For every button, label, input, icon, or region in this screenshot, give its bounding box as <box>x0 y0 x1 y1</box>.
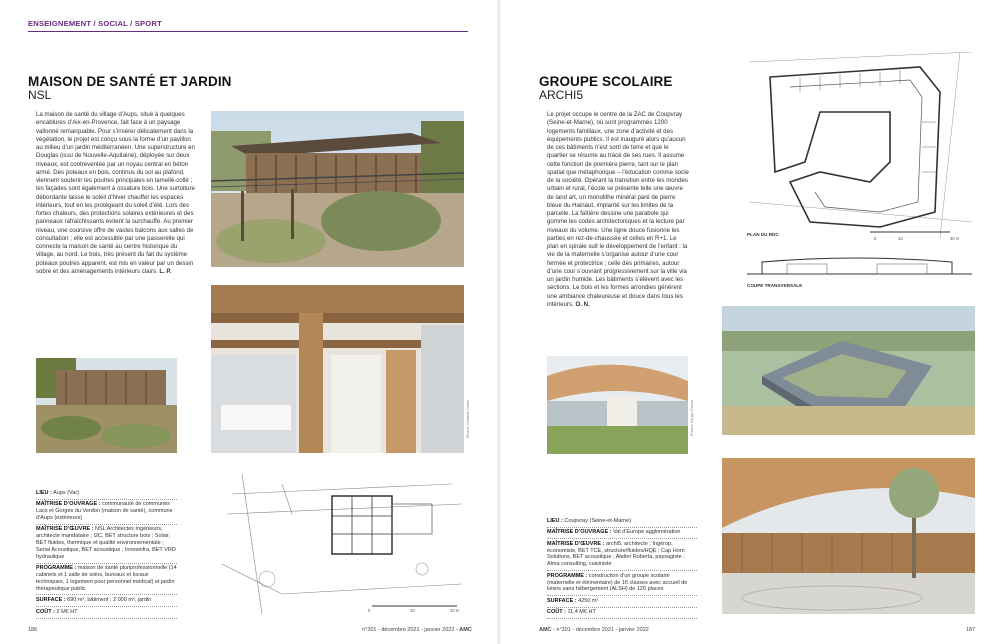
right-floor-plan <box>750 52 972 238</box>
left-scale-0: 0 <box>368 608 371 613</box>
left-spec-lieu: LIEU : Aups (Var) <box>36 488 177 500</box>
right-article-architect: ARCHI5 <box>539 88 584 102</box>
left-folio-page: 186 <box>28 627 38 633</box>
right-specs <box>547 516 697 619</box>
left-article-text <box>36 111 196 276</box>
right-plan-label: PLAN DU RDC <box>747 232 779 237</box>
right-section-label: COUPE TRANSVERSALE <box>747 283 803 288</box>
right-folio-page: 187 <box>966 627 976 633</box>
right-spec-lieu: LIEU : Coupvray (Seine-et-Marne) <box>547 516 697 528</box>
left-photo-credit: Photos Gabriele Nobel <box>466 400 470 439</box>
left-spec-maitrise-oeuvre: MAÎTRISE D’ŒUVRE : NSL Architectes Ingénieurs, architecte mandataire ; I2C, BET structure bois ; Solair, BET fluides, thermique et qualité environnementale ; Serial Acoustique, BET acoustique ; Innovinfra, BET VRD hydraulique <box>36 525 177 564</box>
right-spec-cout: COÛT : 11,4 M€ HT <box>547 608 697 620</box>
right-photo-credit: Photos Sergio Grazia <box>690 400 694 437</box>
left-spec-programme: PROGRAMME : maison de santé pluriprofessionnelle (14 cabinets et 1 salle de soins, bureaux et locaux techniques, 1 logement pour personnel médical) et jardin thérapeutique public <box>36 564 177 596</box>
left-spec-cout: COÛT : 2 M€ HT <box>36 607 177 619</box>
section-rule <box>28 31 468 32</box>
right-article-signature: O. N. <box>575 300 590 308</box>
right-cross-section <box>747 254 972 280</box>
right-photo-playground <box>722 458 975 614</box>
right-article-text <box>547 111 689 309</box>
right-scale-10: 10 <box>898 236 903 241</box>
right-photo-courtyard <box>547 356 688 454</box>
left-photo-exterior <box>211 111 464 267</box>
right-spec-maitrise-ouvrage: MAÎTRISE D’OUVRAGE : Val d’Europe agglomération <box>547 528 697 540</box>
left-article-title: MAISON DE SANTÉ ET JARDIN <box>28 74 232 89</box>
left-photo-interior <box>211 285 464 453</box>
right-spec-maitrise-oeuvre: MAÎTRISE D’ŒUVRE : archi5, architecte ; Ingérop, économiste, BET TCE, structure/fluides/HQE ; Cap Horn Solutions, BET acoustique ; Atelier Roberta, paysagiste ; Alma consulting, cuisiniste <box>547 539 697 571</box>
left-spec-surface: SURFACE : 690 m², bâtiment ; 2 000 m², jardin <box>36 595 177 607</box>
right-article-title: GROUPE SCOLAIRE <box>539 74 673 89</box>
left-specs <box>36 488 177 619</box>
left-spec-maitrise-ouvrage: MAÎTRISE D’OUVRAGE : communauté de communes Lacs et Gorges du Verdon (maison de santé), commune d’Aups (extérieurs) <box>36 500 177 525</box>
right-spec-surface: SURFACE : 4250 m² <box>547 596 697 608</box>
left-article-signature: L. P. <box>159 267 172 275</box>
left-floor-plan <box>222 474 466 614</box>
left-scale-20: 20 m <box>450 608 460 613</box>
right-photo-aerial <box>722 306 975 435</box>
left-photo-garden <box>36 358 177 453</box>
right-scale-0: 0 <box>874 236 877 241</box>
right-scale-30: 30 m <box>950 236 960 241</box>
left-article-paragraph: La maison de santé du village d’Aups, situé à quelques encablures d’Aix-en-Provence, fait face à un paysage vallonné remarquable. Pour s’insérer délicatement dans la végétation, le projet est conçu sous la forme d’un pavillon au milieu d’un jardin méditerranéen. Une superstructure en Douglas (issu de Nouvelle-Aquitaine), déployée sur deux niveaux, est contreventée par un noyau central en béton armé. Des poteaux en bois, continus du sol au plafond, viennent soutenir les poutres principales en lamellé-collé ; les façades sont également à ossature bois. Une surtoiture débordante laisse le soleil d’hiver chauffer les espaces intérieurs, tout en les protégeant du soleil d’été. Lors des fortes chaleurs, des protections solaires extérieures et des panneaux rafraîchissants évitent la surchauffe. Au premier niveau, une coursive offre de vastes balcons aux salles de consultation ; elle est accessible par une passerelle qui connecte la maison de santé au centre historique du village, au nord. Le bois, très présent du fait du système poteaux poutres apparent, est mis en valeur par un dessin sobre et des aménagements intérieurs clairs. <box>36 111 195 275</box>
left-scale-10: 10 <box>410 608 415 613</box>
left-folio-issue: n°301 - décembre 2021 - janvier 2022 - AMC <box>362 627 472 633</box>
left-article-architect: NSL <box>28 88 52 102</box>
right-article-paragraph: Le projet occupe le centre de la ZAC de Coupvray (Seine-et-Marne), où sont programmés 1200 logements familiaux, une zone d’activité et des équipements publics. Il est inauguré alors qu’aucun de ces bâtiments n’est sorti de terre et que le quartier se résume au tracé de ses rues. Il assume cette fonction de première pierre, tant sur le plan spatial que métaphorique – l’éducation comme socle de la société. Opérant la transition entre les mondes urbain et rural, l’école se présente telle une œuvre de land art, un monolithe minéral paré de pierre bleue du Hainaut, implanté sur les limites de la parcelle. La faîtière dessine une parabole qui gomme les codes architectoniques et la lecture par niveaux du volume. Une ligne douce fusionne les parties en rez-de-chaussée et celles en R+1. Le plan en spirale suit le développement de l’enfant : la vie de la maternelle s’organise autour d’une cour fermée et protectrice ; celle des primaires, autour d’une cour s’ouvrant progressivement sur la ville via un jardin humide. Les bâtiments s’élèvent avec les sections. Le bois et les formes arrondies génèrent une ambiance chaleureuse et douce dans tous les intérieurs. <box>547 111 689 308</box>
section-tag: ENSEIGNEMENT / SOCIAL / SPORT <box>28 19 162 28</box>
right-folio-issue: AMC - n°301 - décembre 2021 - janvier 2022 <box>539 627 649 633</box>
right-spec-programme: PROGRAMME : construction d’un groupe scolaire (maternelle et élémentaire) de 16 classes avec accueil de loisirs sans hébergement (ALSH) de 120 places <box>547 571 697 596</box>
right-page <box>500 0 1000 644</box>
